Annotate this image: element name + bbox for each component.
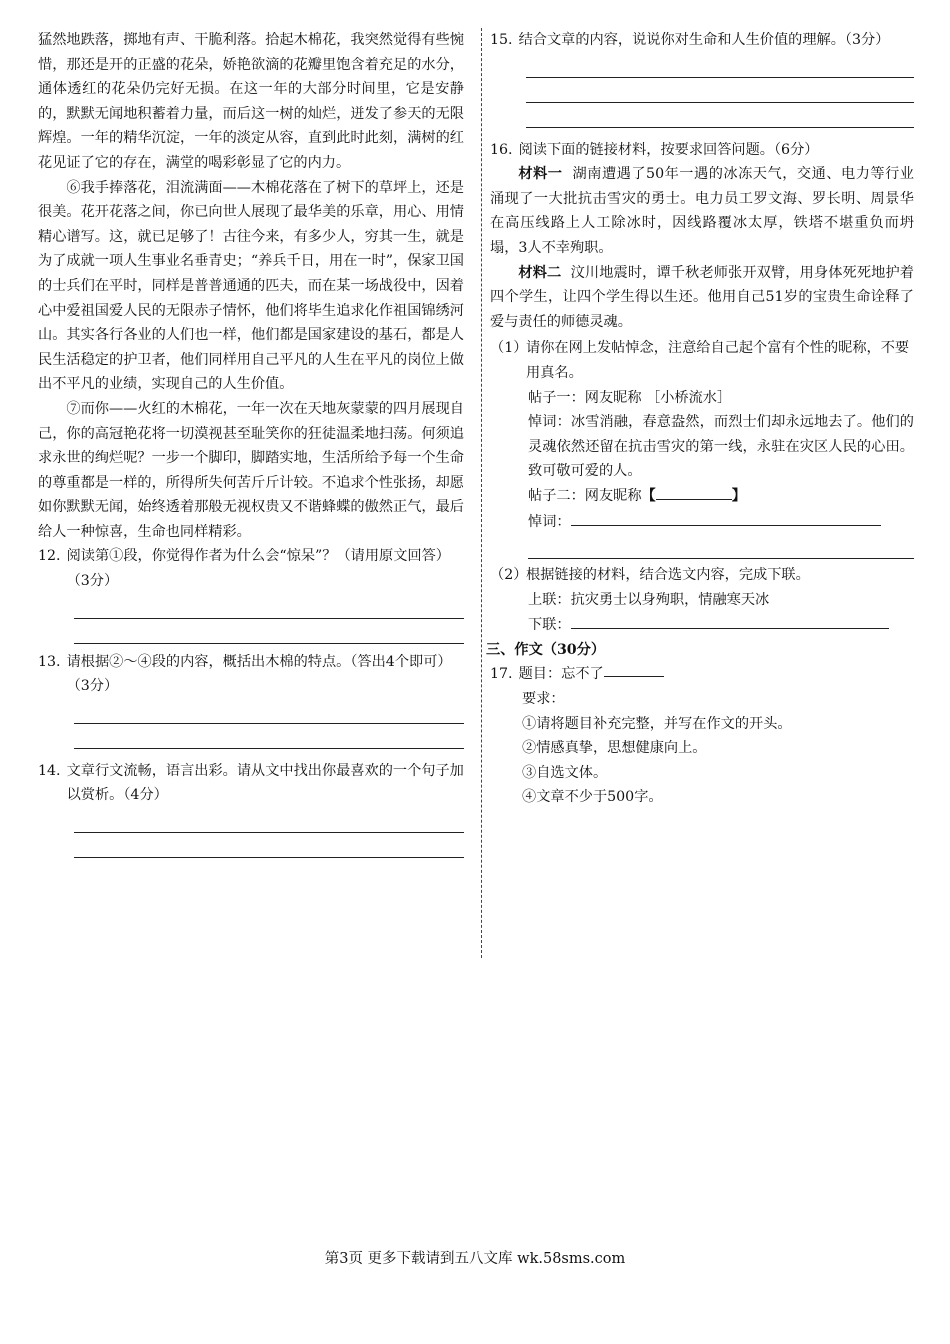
composition-title-field[interactable] bbox=[604, 662, 664, 677]
answer-line[interactable] bbox=[74, 808, 464, 833]
lower-couplet bbox=[528, 612, 914, 638]
question-17 bbox=[490, 662, 914, 687]
part-1 bbox=[490, 336, 914, 385]
left-column bbox=[38, 28, 464, 858]
question-text: 请根据②～④段的内容，概括出木棉的特点。（答出4个即可）（3分） bbox=[66, 653, 452, 695]
passage-paragraph-6: ⑥我手捧落花，泪流满面——木棉花落在了树下的草坪上，还是很美。花开花落之间，你已向世人展现了最华美的乐章，用心、用情精心谱写。这，就已足够了！古往今来，有多少人，穷其一生，就是为了成就一项人生事业名垂青史；“养兵千日，用在一时”，保家卫国的士兵们在平时，同样是普普通通的匹夫，而在某一场战役中，因着心中爱祖国爱人民的无限赤子情怀，他们将毕生追求化作祖国锦绣河山。其实各行各业的人们也一样，他们都是国家建设的基石，都是人民生活稳定的护卫者，他们同样用自己平凡的人生在平凡的岗位上做出不平凡的业绩，实现自己的人生价值。 bbox=[38, 179, 464, 393]
question-13 bbox=[38, 650, 464, 749]
lower-couplet-field[interactable] bbox=[571, 612, 889, 629]
answer-line[interactable] bbox=[526, 78, 914, 103]
post-2 bbox=[522, 484, 914, 509]
material-1-text: 湖南遭遇了50年一遇的冰冻天气，交通、电力等行业涌现了一大批抗击雪灾的勇士。电力员工罗文海、罗长明、周景华在高压线路上人工除冰时，因线路覆冰太厚，铁塔不堪重负而坍塌，3人不幸殉职。 bbox=[490, 166, 914, 256]
requirements-label: 要求： bbox=[522, 691, 565, 708]
part-number: （1） bbox=[490, 340, 528, 357]
passage-paragraph-5-continued: 猛然地跌落，掷地有声、干脆利落。拾起木棉花，我突然觉得有些惋惜，那还是开的正盛的花朵，娇艳欲滴的花瓣里饱含着充足的水分，通体透红的花朵仍完好无损。在这一年的大部分时间里，它是安静的，默默无闻地积蓄着力量，而后这一树的灿烂，迸发了参天的无限辉煌。一年的精华沉淀，一年的淡定从容，直到此时此刻，满树的红花见证了它的存在，满堂的喝彩彰显了它的内力。 bbox=[38, 32, 464, 171]
material-2-text: 汶川地震时，谭千秋老师张开双臂，用身体死死地护着四个学生，让四个学生得以生还。他用自己51岁的宝贵生命诠释了爱与责任的师德灵魂。 bbox=[490, 264, 914, 330]
requirement-item: ④文章不少于500字。 bbox=[522, 789, 663, 806]
requirement-item: ①请将题目补充完整，并写在作文的开头。 bbox=[522, 715, 792, 732]
requirement-item: ③自选文体。 bbox=[522, 764, 608, 781]
composition-section-title: 三、作文（30分） bbox=[486, 641, 606, 658]
material-1 bbox=[490, 162, 914, 260]
post-2-nickname-field[interactable] bbox=[656, 485, 732, 500]
question-16 bbox=[490, 138, 914, 638]
couplet bbox=[490, 588, 914, 638]
material-2-label: 材料二 bbox=[518, 264, 562, 281]
post-2-elegy-label: 悼词： bbox=[528, 513, 571, 530]
question-number: 12. bbox=[38, 548, 61, 565]
question-15 bbox=[490, 28, 914, 128]
part-number: （2） bbox=[490, 567, 528, 584]
column-divider bbox=[481, 28, 482, 958]
part-2 bbox=[490, 563, 914, 588]
post-2-elegy bbox=[522, 509, 914, 535]
question-text: 阅读下面的链接材料，按要求回答问题。（6分） bbox=[518, 141, 819, 158]
answer-line[interactable] bbox=[526, 103, 914, 128]
post-1 bbox=[490, 386, 914, 560]
requirement-item: ②情感真挚，思想健康向上。 bbox=[522, 740, 707, 757]
question-number: 15. bbox=[490, 32, 513, 48]
question-number: 13. bbox=[38, 653, 61, 670]
question-text: 文章行文流畅，语言出彩。请从文中找出你最喜欢的一个句子加以赏析。（4分） bbox=[66, 762, 464, 804]
part-text: 请你在网上发帖悼念，注意给自己起个富有个性的昵称，不要用真名。 bbox=[526, 340, 910, 381]
post-2-label: 帖子二：网友昵称 bbox=[528, 487, 642, 504]
post-1-elegy bbox=[522, 410, 914, 484]
question-12 bbox=[38, 544, 464, 643]
upper-couplet-text: 抗灾勇士以身殉职，情融寒天冰 bbox=[570, 591, 770, 608]
upper-couplet bbox=[528, 588, 914, 613]
post-2-bracket-open: 【 bbox=[641, 487, 656, 504]
question-14 bbox=[38, 759, 464, 858]
answer-line[interactable] bbox=[74, 833, 464, 858]
question-text: 结合文章的内容，说说你对生命和人生价值的理解。（3分） bbox=[518, 32, 890, 48]
composition-title: 题目：忘不了 bbox=[518, 666, 604, 683]
post-1-elegy-label: 悼词： bbox=[528, 414, 571, 431]
post-1-nickname: ［小桥流水］ bbox=[646, 389, 732, 406]
question-number: 17. bbox=[490, 666, 513, 683]
lower-couplet-label: 下联： bbox=[528, 617, 571, 634]
material-2 bbox=[490, 261, 914, 335]
passage-paragraph-7: ⑦而你——火红的木棉花，一年一次在天地灰蒙蒙的四月展现自己，你的高冠艳花将一切漠视甚至耻笑你的狂徒温柔地扫荡。何须追求永世的绚烂呢？一步一个脚印，脚踏实地，生活所给予每一个生命的尊重都是一样的，所得所失何苦斤斤计较。不追求个性张扬，却愿如你默默无闻，始终透着那般无视权贵又不谐蜂蝶的傲然正气，最后给人一种惊喜，生命也同样精彩。 bbox=[38, 400, 464, 540]
question-number: 16. bbox=[490, 141, 513, 158]
post-1-label: 帖子一：网友昵称 bbox=[528, 389, 642, 406]
answer-line[interactable] bbox=[528, 534, 914, 559]
composition-requirements bbox=[490, 687, 914, 810]
answer-line[interactable] bbox=[526, 53, 914, 78]
answer-line[interactable] bbox=[74, 619, 464, 644]
question-text: 阅读第①段，你觉得作者为什么会“惊呆”？（请用原文回答）（3分） bbox=[66, 548, 450, 590]
page-footer: 第3页 更多下载请到五八文库 wk.58sms.com bbox=[324, 1251, 626, 1267]
question-number: 14. bbox=[38, 762, 61, 779]
post-2-bracket-close: 】 bbox=[731, 487, 746, 504]
answer-line[interactable] bbox=[74, 594, 464, 619]
part-text: 根据链接的材料，结合选文内容，完成下联。 bbox=[526, 567, 810, 584]
post-2-elegy-field[interactable] bbox=[571, 509, 881, 526]
material-1-label: 材料一 bbox=[518, 166, 563, 183]
right-column bbox=[486, 28, 914, 810]
post-1-elegy-text: 冰雪消融，春意盎然，而烈士们却永远地去了。他们的灵魂依然还留在抗击雪灾的第一线，永驻在灾区人民的心田。致可敬可爱的人。 bbox=[528, 414, 914, 480]
answer-line[interactable] bbox=[74, 724, 464, 749]
answer-line[interactable] bbox=[74, 699, 464, 724]
upper-couplet-label: 上联： bbox=[528, 591, 571, 608]
